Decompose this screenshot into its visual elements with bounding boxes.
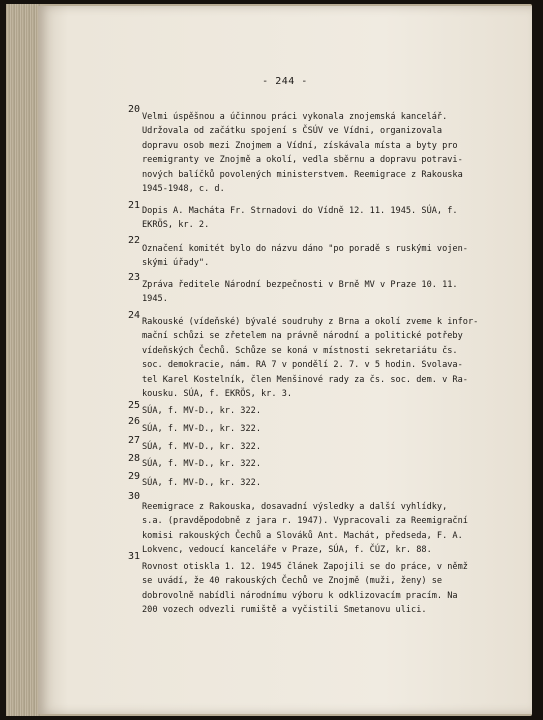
footnote-number: 24 [128, 310, 141, 321]
page-number: - 244 - [262, 76, 308, 87]
footnote-text: Dopis A. Macháta Fr. Strnadovi do Vídně 12. 11. 1945. SÚA, f. EKRÖS, kr. 2. [142, 206, 458, 231]
footnote-text: SÚA, f. MV-D., kr. 322. [142, 424, 261, 434]
footnote-text: Reemigrace z Rakouska, dosavadní výsledky a další vyhlídky, s.a. (pravděpodobně z jara r. 1947). Vypracovali za Reemigrační komisi rakouských Čechů a Slováků Ant. Machát, předseda, F. A. Lokvenc, vedoucí kanceláře v Praze, SÚA, f. ČÚZ, kr. 88. [142, 502, 468, 556]
footnote-number: 22 [128, 235, 141, 246]
footnote-text: Velmi úspěšnou a účinnou práci vykonala znojemská kancelář. Udržovala od začátku spojení s ČSÚV ve Vídni, organizovala dopravu osob mezi Znojmem a Vídní, získávala místa a byty pro reemigranty ve Znojmě a okolí, vedla sběrnu a dopravu potravi- nových balíčků povolených ministerstvem. Reemigrace z Rakouska 1945-1948, c. d. [142, 112, 463, 195]
footnote-text: Zpráva ředitele Národní bezpečnosti v Brně MV v Praze 10. 11. 1945. [142, 280, 458, 305]
footnote-number: 29 [128, 471, 141, 482]
footnote-text: SÚA, f. MV-D., kr. 322. [142, 478, 261, 488]
footnote-text: Rovnost otiskla 1. 12. 1945 článek Zapojili se do práce, v němž se uvádí, že 40 rakouských Čechů ve Znojmě (muži, ženy) se dobrovolně nabídli národnímu výboru k odklizovacím pracím. Na 200 vozech odvezli rumiště a vyčistili Smetanovu ulici. [142, 562, 468, 616]
footnote-text: SÚA, f. MV-D., kr. 322. [142, 406, 261, 416]
footnote-number: 23 [128, 272, 141, 283]
footnote-number: 31 [128, 551, 141, 562]
footnote-number: 20 [128, 104, 141, 115]
footnote-text: SÚA, f. MV-D., kr. 322. [142, 459, 261, 469]
footnote-text: Označení komitét bylo do názvu dáno "po poradě s ruskými vojen- skými úřady". [142, 244, 468, 269]
document-page [38, 6, 532, 714]
footnote-number: 26 [128, 416, 141, 427]
footnote-number: 27 [128, 435, 141, 446]
footnote-text: Rakouské (vídeňské) bývalé soudruhy z Brna a okolí zveme k infor- mační schůzi se zřetelem na právně národní a politické potřeby vídeňských Čechů. Schůze se koná v místnosti sekretariátu čs. soc. demokracie, nám. RA 7 v pondělí 2. 7. v 5 hodin. Svolava- tel Karel Kostelník, člen Menšinové rady za čs. soc. dem. v Ra- kousku. SÚA, f. EKRÖS, kr. 3. [142, 317, 479, 400]
footnote-text: SÚA, f. MV-D., kr. 322. [142, 442, 261, 452]
page-edges [6, 4, 40, 716]
footnote-number: 30 [128, 491, 141, 502]
footnote-number: 25 [128, 400, 141, 411]
footnote-number: 28 [128, 453, 141, 464]
footnote-number: 21 [128, 200, 141, 211]
